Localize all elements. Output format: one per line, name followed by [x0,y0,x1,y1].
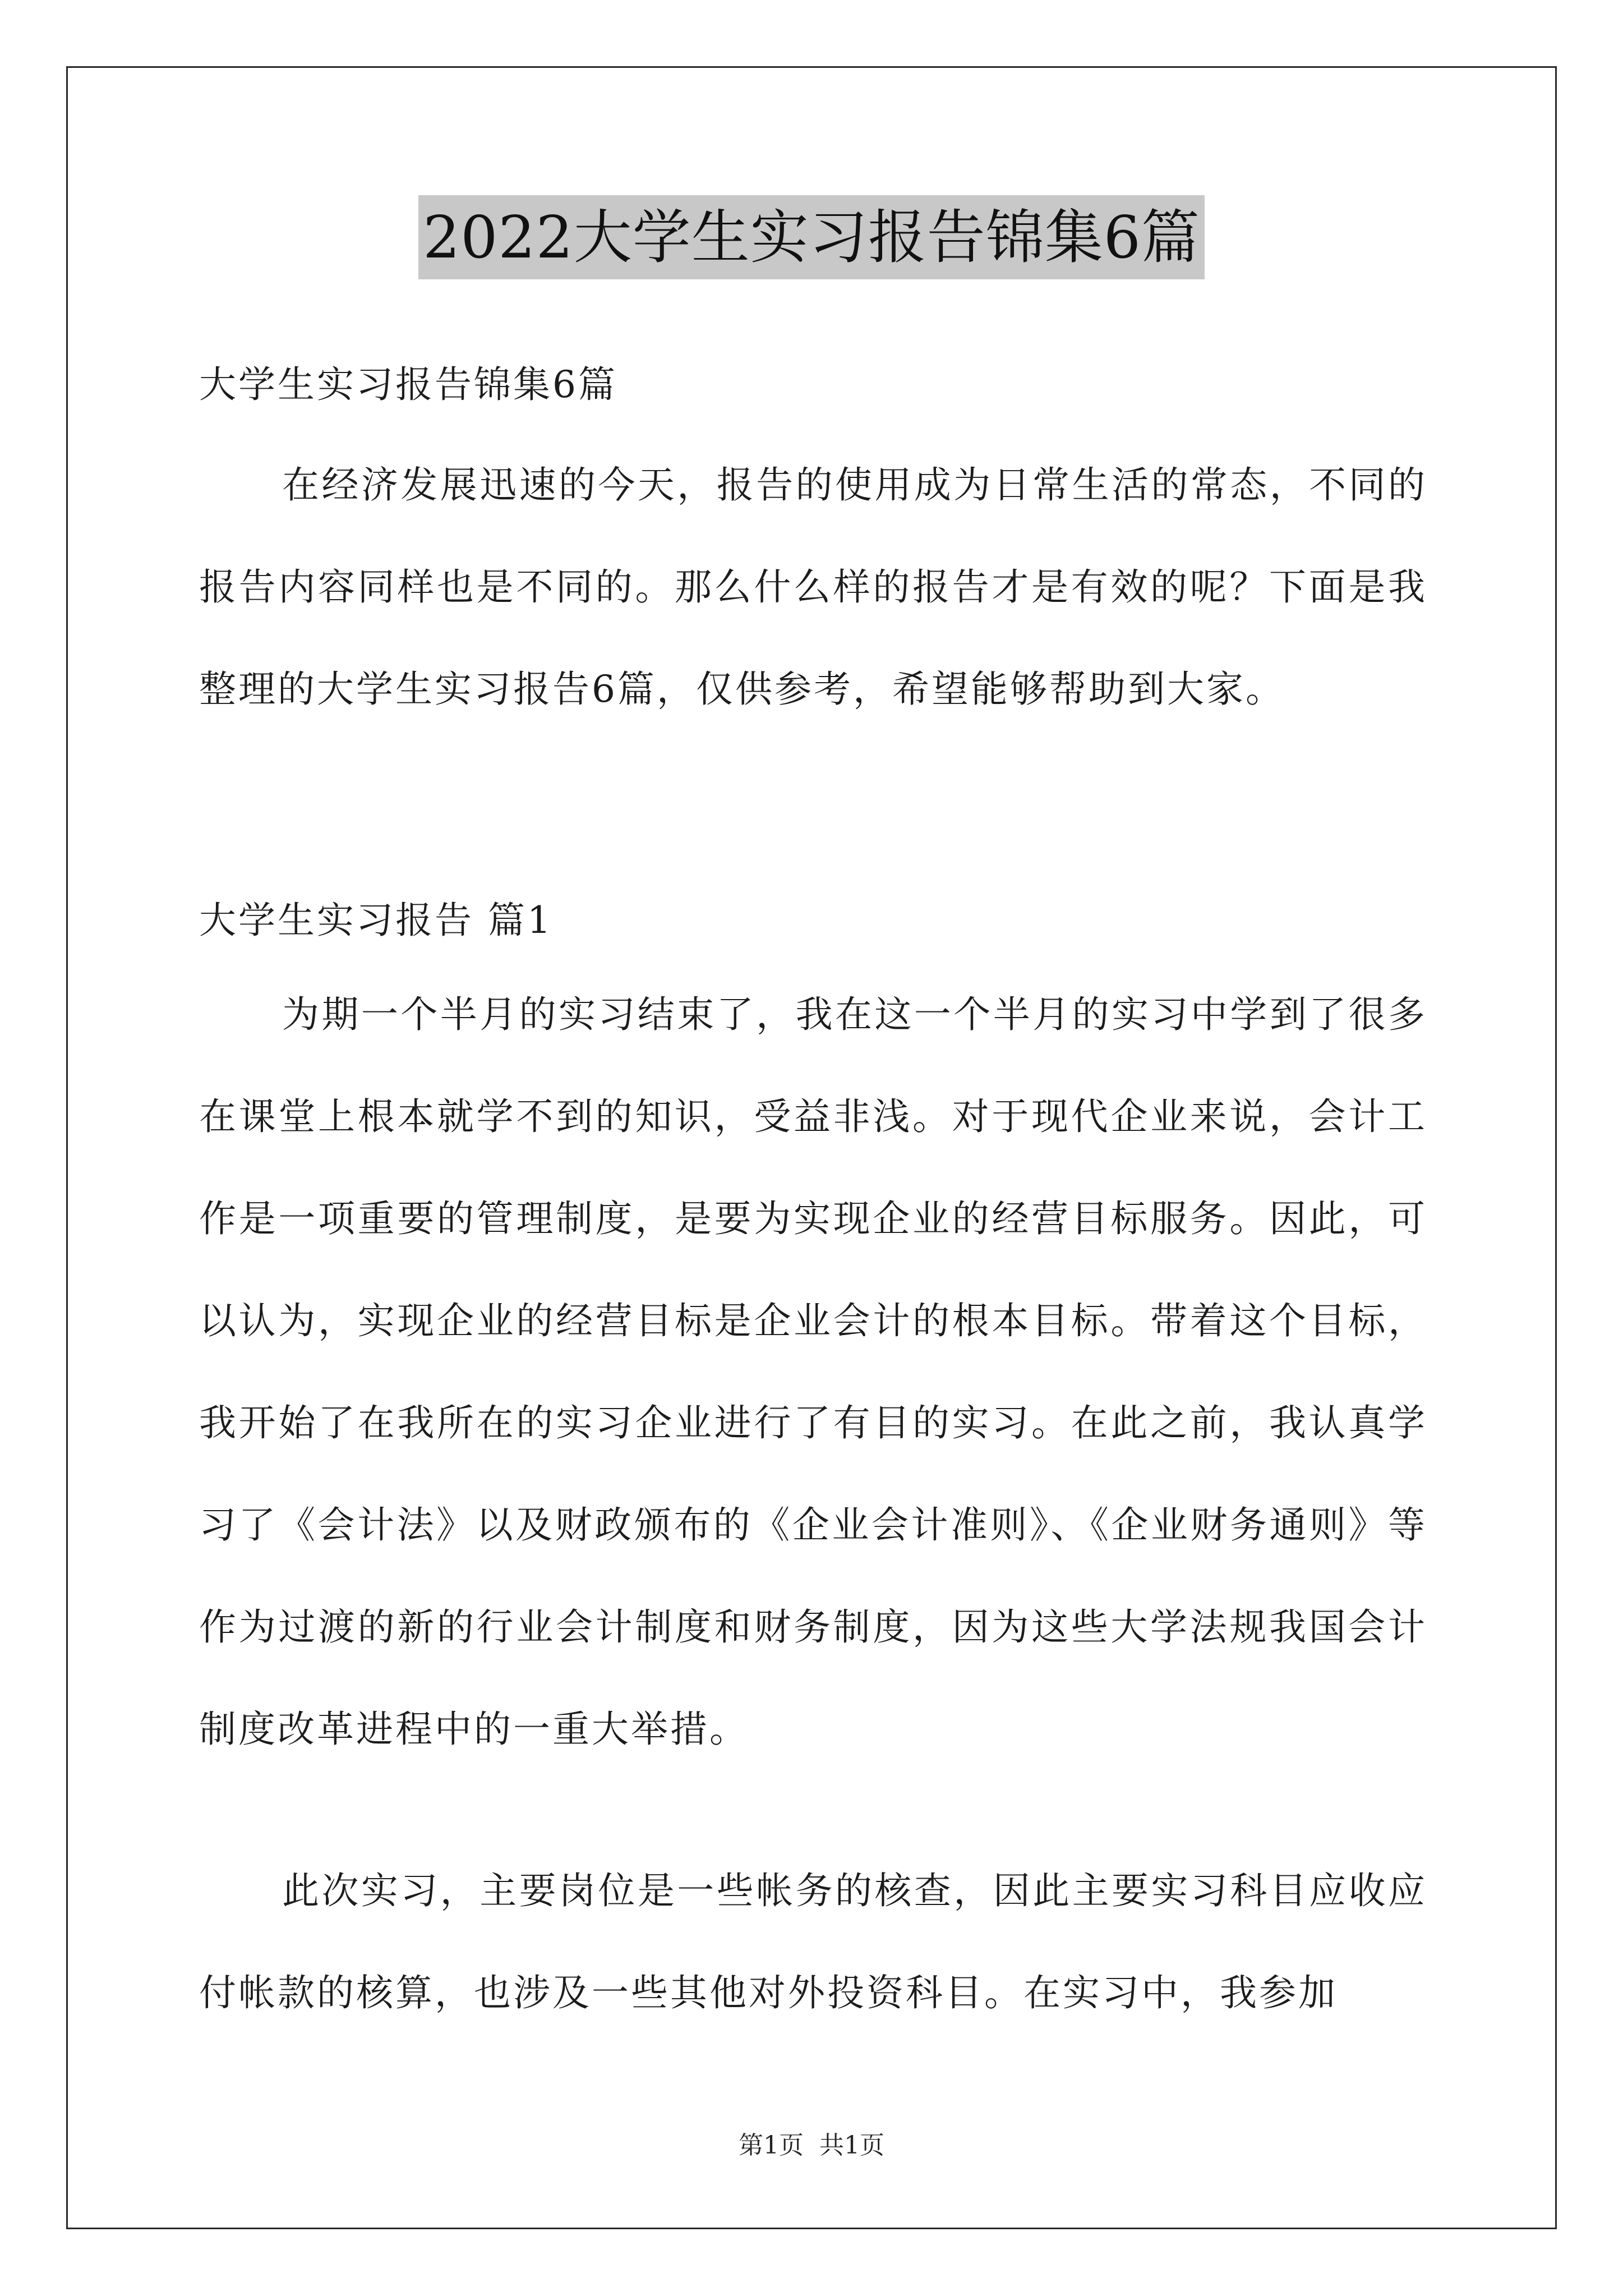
document-subtitle: 大学生实习报告锦集6篇 [199,363,617,406]
title-container [0,195,1623,279]
section1-paragraph-2: 此次实习，主要岗位是一些帐务的核查，因此主要实习科目应收应付帐款的核算，也涉及一些其他对外投资科目。在实习中，我参加 [199,1869,1427,2014]
section-heading: 大学生实习报告 篇1 [199,899,553,942]
section1-paragraph-1: 为期一个半月的实习结束了，我在这一个半月的实习中学到了很多在课堂上根本就学不到的知识，受益非浅。对于现代企业来说，会计工作是一项重要的管理制度，是要为实现企业的经营目标服务。因此，可以认为，实现企业的经营目标是企业会计的根本目标。带着这个目标，我开始了在我所在的实习企业进行了有目的实习。在此之前，我认真学习了《会计法》以及财政颁布的《企业会计准则》、《企业财务通则》等作为过渡的新的行业会计制度和财务制度，因为这些大学法规我国会计制度改革进程中的一重大举措。 [199,993,1427,1751]
intro-paragraph: 在经济发展迅速的今天，报告的使用成为日常生活的常态，不同的报告内容同样也是不同的。那么什么样的报告才是有效的呢？下面是我整理的大学生实习报告6篇，仅供参考，希望能够帮助到大家。 [199,463,1427,711]
page-total: 共1页 [819,2131,884,2160]
page-number: 第1页 [739,2131,804,2160]
page-footer [0,2125,1623,2161]
document-title: 2022大学生实习报告锦集6篇 [418,195,1205,279]
